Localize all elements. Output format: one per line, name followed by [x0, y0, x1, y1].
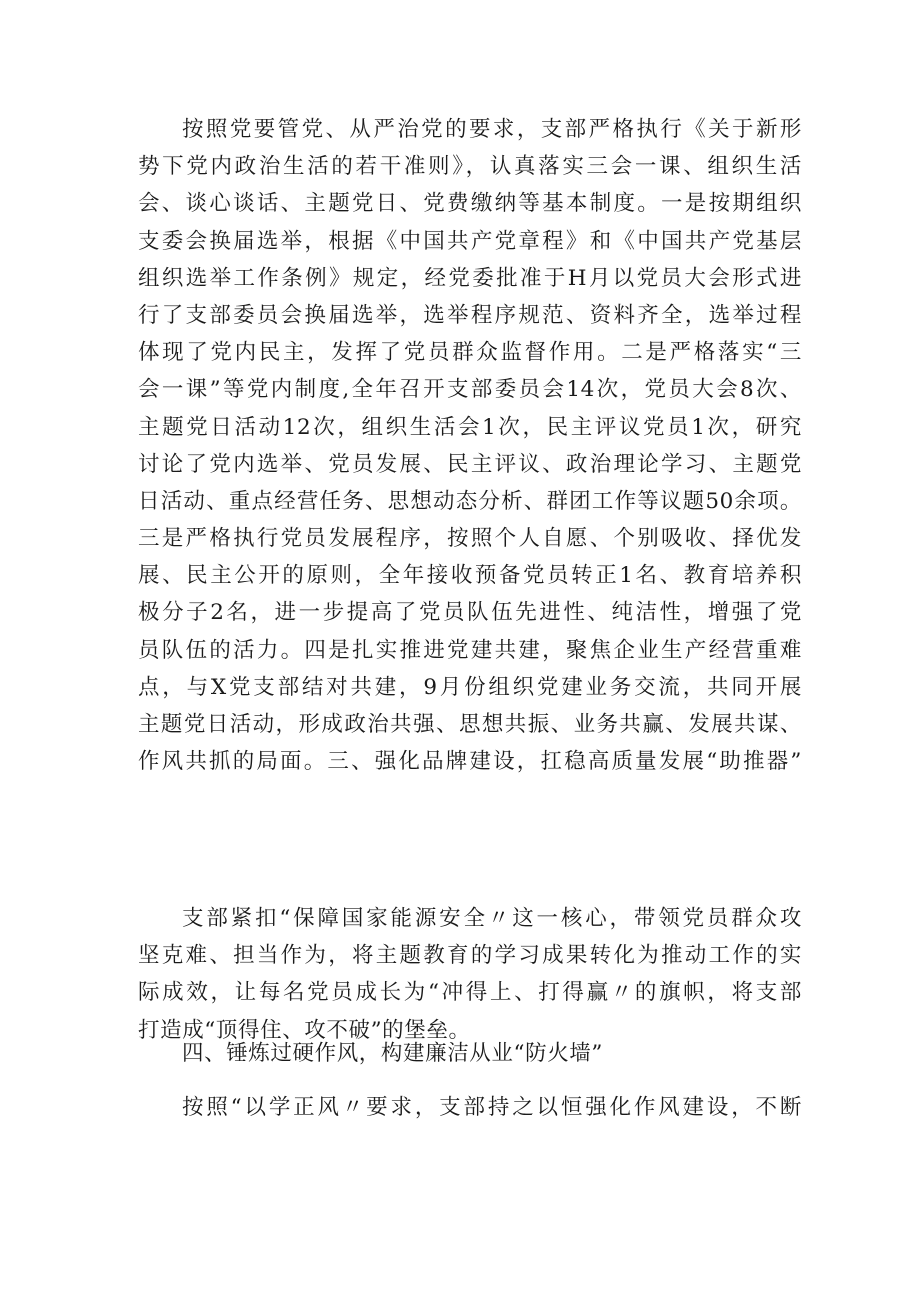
- section-heading-text: 四、锤炼过硬作风，构建廉洁从业“防火墙”: [182, 1041, 603, 1066]
- text-line: 极分子2名，进一步提高了党员队伍先进性、纯洁性，增强了党: [138, 600, 802, 626]
- paragraph-party-life: [138, 111, 802, 780]
- text-line: 体现了党内民主，发挥了党员群众监督作用。二是严格落实“三: [138, 340, 802, 366]
- text-line: 按照党要管党、从严治党的要求，支部严格执行《关于新形: [182, 117, 802, 142]
- text-line: 三是严格执行党员发展程序，按照个人自愿、个别吸收、择优发: [138, 526, 802, 552]
- text-line: 讨论了党内选举、党员发展、民主评议、政治理论学习、主题党: [138, 451, 802, 477]
- text-line: 支部紧扣“保障国家能源安全〃这一核心，带领党员群众攻: [182, 906, 802, 931]
- text-line: 作风共抓的局面。三、强化品牌建设，扛稳高质量发展“助推器”: [138, 749, 802, 775]
- text-line: 组织选举工作条例》规定，经党委批准于H月以党员大会形式进: [138, 265, 802, 291]
- text-line: 行了支部委员会换届选举，选举程序规范、资料齐全，选举过程: [138, 302, 802, 328]
- text-line: 会、谈心谈话、主题党日、党费缴纳等基本制度。一是按期组织: [138, 191, 802, 217]
- text-line: 打造成“顶得住、攻不破”的堡垒。: [138, 1017, 471, 1043]
- text-line: 展、民主公开的原则，全年接收预备党员转正1名、教育培养积: [138, 563, 802, 589]
- paragraph-work-style: [138, 1089, 802, 1126]
- text-line: 势下党内政治生活的若干准则》，认真落实三会一课、组织生活: [138, 154, 802, 180]
- section-heading: [138, 1035, 802, 1072]
- text-line: 员队伍的活力。四是扎实推进党建共建，聚焦企业生产经营重难: [138, 637, 802, 663]
- text-line: 际成效，让每名党员成长为“冲得上、打得赢〃的旗帜，将支部: [138, 980, 802, 1006]
- text-line: 坚克难、担当作为，将主题教育的学习成果转化为推动工作的实: [138, 943, 802, 969]
- paragraph-brand-building: [138, 900, 802, 1049]
- text-line: 日活动、重点经营任务、思想动态分析、群团工作等议题50余项。: [138, 488, 802, 514]
- text-line: 主题党日活动12次，组织生活会1次，民主评议党员1次，研究: [138, 414, 802, 440]
- text-line: 主题党日活动，形成政治共强、思想共振、业务共赢、发展共谋、: [138, 712, 802, 737]
- text-line: 点，与X党支部结对共建，9月份组织党建业务交流，共同开展: [138, 674, 802, 700]
- text-line: 会一课”等党内制度,全年召开支部委员会14次，党员大会8次、: [138, 377, 802, 403]
- text-line: 按照“以学正风〃要求，支部持之以恒强化作风建设，不断: [182, 1095, 802, 1120]
- text-line: 支委会换届选举，根据《中国共产党章程》和《中国共产党基层: [138, 228, 802, 254]
